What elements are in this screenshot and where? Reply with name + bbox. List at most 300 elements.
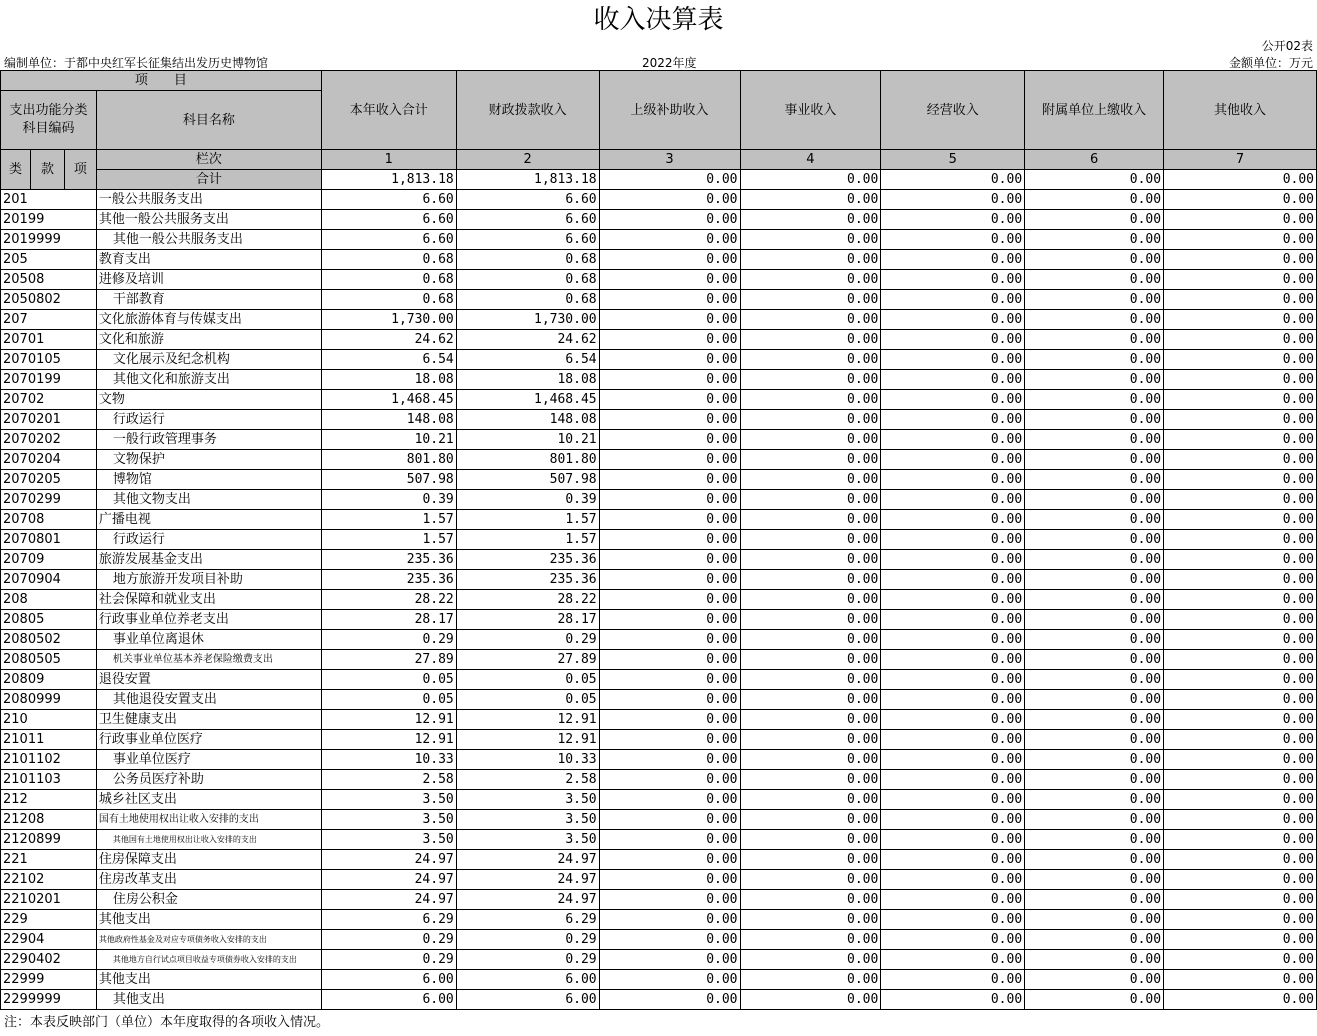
row-code: 20199 bbox=[1, 210, 97, 230]
table-row bbox=[1, 950, 1317, 970]
row-code: 2070199 bbox=[1, 370, 97, 390]
col-index: 4 bbox=[740, 150, 881, 170]
row-value: 0.00 bbox=[599, 410, 740, 430]
lei-header: 类 bbox=[1, 150, 31, 190]
row-code: 20702 bbox=[1, 390, 97, 410]
row-value: 6.54 bbox=[456, 350, 599, 370]
row-value: 0.00 bbox=[1025, 470, 1164, 490]
row-code: 22999 bbox=[1, 970, 97, 990]
row-value: 0.00 bbox=[599, 910, 740, 930]
row-value: 0.00 bbox=[881, 510, 1025, 530]
row-value: 0.00 bbox=[1025, 510, 1164, 530]
row-value: 0.00 bbox=[881, 830, 1025, 850]
row-subject-name: 住房保障支出 bbox=[96, 850, 321, 870]
table-row bbox=[1, 670, 1317, 690]
row-value: 0.00 bbox=[1164, 710, 1317, 730]
row-value: 27.89 bbox=[456, 650, 599, 670]
row-value: 0.00 bbox=[1164, 250, 1317, 270]
row-value: 3.50 bbox=[456, 810, 599, 830]
row-value: 0.00 bbox=[1025, 230, 1164, 250]
table-row bbox=[1, 970, 1317, 990]
table-row bbox=[1, 690, 1317, 710]
row-value: 0.00 bbox=[599, 950, 740, 970]
row-value: 0.00 bbox=[1025, 910, 1164, 930]
col-operating-header: 经营收入 bbox=[881, 71, 1025, 150]
row-code: 20805 bbox=[1, 610, 97, 630]
row-value: 0.00 bbox=[1025, 650, 1164, 670]
row-value: 0.00 bbox=[881, 890, 1025, 910]
row-code: 2299999 bbox=[1, 990, 97, 1010]
row-code: 2070105 bbox=[1, 350, 97, 370]
row-value: 12.91 bbox=[456, 710, 599, 730]
row-value: 0.00 bbox=[1025, 690, 1164, 710]
row-value: 0.00 bbox=[1025, 370, 1164, 390]
row-value: 0.00 bbox=[1025, 310, 1164, 330]
row-value: 0.00 bbox=[740, 330, 881, 350]
subject-name-header: 科目名称 bbox=[96, 91, 321, 150]
row-value: 0.00 bbox=[881, 530, 1025, 550]
row-value: 0.68 bbox=[321, 270, 456, 290]
total-cell: 0.00 bbox=[1025, 170, 1164, 190]
row-value: 0.00 bbox=[881, 290, 1025, 310]
row-value: 0.00 bbox=[1164, 630, 1317, 650]
row-value: 0.00 bbox=[1025, 450, 1164, 470]
row-value: 0.00 bbox=[1164, 890, 1317, 910]
row-subject-name: 进修及培训 bbox=[96, 270, 321, 290]
row-code: 2019999 bbox=[1, 230, 97, 250]
row-value: 0.00 bbox=[1164, 450, 1317, 470]
col-total-header: 本年收入合计 bbox=[321, 71, 456, 150]
row-code: 229 bbox=[1, 910, 97, 930]
row-value: 0.00 bbox=[1025, 190, 1164, 210]
row-value: 0.00 bbox=[599, 270, 740, 290]
row-value: 0.00 bbox=[1025, 590, 1164, 610]
row-value: 0.00 bbox=[740, 750, 881, 770]
row-value: 0.00 bbox=[599, 630, 740, 650]
row-value: 0.00 bbox=[1164, 930, 1317, 950]
row-code: 22904 bbox=[1, 930, 97, 950]
table-row bbox=[1, 310, 1317, 330]
row-value: 0.00 bbox=[599, 450, 740, 470]
row-value: 28.22 bbox=[456, 590, 599, 610]
table-row bbox=[1, 570, 1317, 590]
row-value: 0.00 bbox=[1025, 430, 1164, 450]
row-subject-name: 住房公积金 bbox=[96, 890, 321, 910]
row-value: 0.00 bbox=[599, 490, 740, 510]
row-value: 0.00 bbox=[881, 910, 1025, 930]
row-value: 0.29 bbox=[321, 950, 456, 970]
row-value: 507.98 bbox=[321, 470, 456, 490]
row-value: 0.00 bbox=[881, 490, 1025, 510]
row-value: 0.00 bbox=[740, 270, 881, 290]
row-value: 12.91 bbox=[321, 730, 456, 750]
row-subject-name: 地方旅游开发项目补助 bbox=[96, 570, 321, 590]
row-subject-name: 广播电视 bbox=[96, 510, 321, 530]
row-value: 18.08 bbox=[456, 370, 599, 390]
row-value: 6.00 bbox=[321, 970, 456, 990]
row-value: 24.97 bbox=[321, 890, 456, 910]
row-value: 0.00 bbox=[1025, 270, 1164, 290]
row-value: 0.00 bbox=[599, 970, 740, 990]
row-value: 3.50 bbox=[321, 830, 456, 850]
row-value: 6.00 bbox=[456, 970, 599, 990]
row-subject-name: 其他一般公共服务支出 bbox=[96, 210, 321, 230]
row-code: 212 bbox=[1, 790, 97, 810]
table-row bbox=[1, 850, 1317, 870]
table-row bbox=[1, 590, 1317, 610]
row-subject-name: 一般行政管理事务 bbox=[96, 430, 321, 450]
row-value: 0.00 bbox=[740, 570, 881, 590]
row-subject-name: 博物馆 bbox=[96, 470, 321, 490]
row-value: 0.00 bbox=[881, 570, 1025, 590]
row-value: 0.00 bbox=[599, 350, 740, 370]
table-row bbox=[1, 910, 1317, 930]
row-value: 0.00 bbox=[1025, 930, 1164, 950]
row-code: 2070201 bbox=[1, 410, 97, 430]
row-value: 0.00 bbox=[740, 250, 881, 270]
income-table bbox=[0, 70, 1317, 1010]
row-code: 210 bbox=[1, 710, 97, 730]
row-value: 3.50 bbox=[456, 830, 599, 850]
row-value: 0.00 bbox=[740, 710, 881, 730]
col-index: 6 bbox=[1025, 150, 1164, 170]
row-value: 0.00 bbox=[1025, 870, 1164, 890]
row-value: 0.00 bbox=[1164, 330, 1317, 350]
row-code: 2080502 bbox=[1, 630, 97, 650]
row-value: 0.00 bbox=[881, 870, 1025, 890]
row-code: 2290402 bbox=[1, 950, 97, 970]
row-value: 0.00 bbox=[1025, 670, 1164, 690]
row-value: 0.00 bbox=[881, 590, 1025, 610]
row-value: 0.00 bbox=[881, 610, 1025, 630]
table-row bbox=[1, 270, 1317, 290]
row-value: 0.00 bbox=[881, 650, 1025, 670]
row-value: 0.00 bbox=[881, 370, 1025, 390]
row-value: 0.00 bbox=[1025, 250, 1164, 270]
row-value: 24.62 bbox=[321, 330, 456, 350]
row-value: 0.00 bbox=[740, 610, 881, 630]
row-value: 0.00 bbox=[1025, 990, 1164, 1010]
row-value: 0.00 bbox=[599, 750, 740, 770]
row-value: 0.00 bbox=[740, 230, 881, 250]
row-value: 0.00 bbox=[1164, 990, 1317, 1010]
row-value: 0.00 bbox=[599, 370, 740, 390]
row-value: 0.00 bbox=[1025, 550, 1164, 570]
row-value: 0.00 bbox=[599, 930, 740, 950]
row-value: 0.00 bbox=[1025, 530, 1164, 550]
row-value: 0.00 bbox=[1164, 810, 1317, 830]
row-value: 0.00 bbox=[881, 430, 1025, 450]
row-value: 0.39 bbox=[321, 490, 456, 510]
row-value: 0.00 bbox=[1025, 610, 1164, 630]
table-row bbox=[1, 470, 1317, 490]
row-value: 0.00 bbox=[1025, 830, 1164, 850]
row-value: 0.00 bbox=[740, 510, 881, 530]
row-value: 10.33 bbox=[456, 750, 599, 770]
row-value: 0.00 bbox=[881, 190, 1025, 210]
row-value: 10.33 bbox=[321, 750, 456, 770]
row-value: 0.00 bbox=[1164, 670, 1317, 690]
item-header: 项 目 bbox=[1, 71, 322, 91]
row-value: 0.00 bbox=[599, 870, 740, 890]
row-value: 6.60 bbox=[456, 210, 599, 230]
table-row bbox=[1, 810, 1317, 830]
total-cell: 0.00 bbox=[740, 170, 881, 190]
table-row bbox=[1, 730, 1317, 750]
row-value: 0.00 bbox=[1164, 570, 1317, 590]
table-row bbox=[1, 750, 1317, 770]
row-value: 24.62 bbox=[456, 330, 599, 350]
row-value: 0.00 bbox=[1025, 570, 1164, 590]
row-value: 0.00 bbox=[740, 410, 881, 430]
row-code: 2070801 bbox=[1, 530, 97, 550]
row-value: 0.00 bbox=[599, 210, 740, 230]
row-subject-name: 其他地方自行试点项目收益专项债券收入安排的支出 bbox=[96, 950, 321, 970]
row-code: 20701 bbox=[1, 330, 97, 350]
row-value: 0.00 bbox=[599, 330, 740, 350]
row-value: 0.00 bbox=[599, 470, 740, 490]
table-row bbox=[1, 230, 1317, 250]
row-value: 0.00 bbox=[1164, 310, 1317, 330]
row-value: 0.00 bbox=[1164, 410, 1317, 430]
row-value: 3.50 bbox=[321, 790, 456, 810]
table-row bbox=[1, 350, 1317, 370]
col-other-header: 其他收入 bbox=[1164, 71, 1317, 150]
row-value: 0.00 bbox=[1164, 530, 1317, 550]
row-value: 0.00 bbox=[881, 230, 1025, 250]
kuan-header: 款 bbox=[30, 150, 64, 190]
row-code: 2101103 bbox=[1, 770, 97, 790]
row-code: 2070202 bbox=[1, 430, 97, 450]
row-value: 0.00 bbox=[599, 430, 740, 450]
row-code: 20708 bbox=[1, 510, 97, 530]
row-value: 0.00 bbox=[740, 210, 881, 230]
table-row bbox=[1, 790, 1317, 810]
row-value: 0.00 bbox=[1164, 390, 1317, 410]
table-row bbox=[1, 210, 1317, 230]
row-value: 10.21 bbox=[321, 430, 456, 450]
row-value: 0.00 bbox=[740, 770, 881, 790]
row-value: 6.29 bbox=[456, 910, 599, 930]
row-value: 6.60 bbox=[456, 190, 599, 210]
row-value: 0.00 bbox=[881, 810, 1025, 830]
row-value: 0.00 bbox=[599, 510, 740, 530]
row-value: 0.00 bbox=[1164, 790, 1317, 810]
row-value: 0.00 bbox=[599, 590, 740, 610]
row-value: 801.80 bbox=[321, 450, 456, 470]
row-value: 6.60 bbox=[321, 230, 456, 250]
row-value: 0.00 bbox=[599, 650, 740, 670]
row-subject-name: 社会保障和就业支出 bbox=[96, 590, 321, 610]
row-value: 0.00 bbox=[1164, 230, 1317, 250]
row-value: 0.00 bbox=[881, 970, 1025, 990]
row-value: 801.80 bbox=[456, 450, 599, 470]
row-subject-name: 其他国有土地使用权出让收入安排的支出 bbox=[96, 830, 321, 850]
row-value: 1.57 bbox=[456, 510, 599, 530]
table-row bbox=[1, 990, 1317, 1010]
row-value: 0.00 bbox=[599, 610, 740, 630]
table-row bbox=[1, 430, 1317, 450]
row-value: 0.00 bbox=[881, 470, 1025, 490]
row-value: 0.00 bbox=[1025, 730, 1164, 750]
row-value: 0.00 bbox=[599, 810, 740, 830]
row-value: 12.91 bbox=[321, 710, 456, 730]
row-value: 0.00 bbox=[1164, 850, 1317, 870]
row-value: 0.00 bbox=[599, 790, 740, 810]
table-row bbox=[1, 390, 1317, 410]
row-value: 235.36 bbox=[456, 570, 599, 590]
row-value: 0.00 bbox=[599, 550, 740, 570]
row-value: 507.98 bbox=[456, 470, 599, 490]
row-value: 0.00 bbox=[740, 990, 881, 1010]
row-value: 24.97 bbox=[321, 850, 456, 870]
table-row bbox=[1, 770, 1317, 790]
row-value: 0.00 bbox=[1164, 870, 1317, 890]
row-value: 0.00 bbox=[1025, 210, 1164, 230]
row-value: 235.36 bbox=[321, 550, 456, 570]
row-subject-name: 文化展示及纪念机构 bbox=[96, 350, 321, 370]
row-value: 148.08 bbox=[456, 410, 599, 430]
row-value: 0.05 bbox=[321, 690, 456, 710]
row-code: 221 bbox=[1, 850, 97, 870]
row-value: 0.00 bbox=[1164, 350, 1317, 370]
row-value: 0.00 bbox=[1025, 390, 1164, 410]
row-value: 0.00 bbox=[1025, 330, 1164, 350]
row-subject-name: 干部教育 bbox=[96, 290, 321, 310]
row-code: 22102 bbox=[1, 870, 97, 890]
row-value: 0.68 bbox=[456, 250, 599, 270]
row-value: 0.00 bbox=[881, 710, 1025, 730]
row-value: 0.00 bbox=[881, 330, 1025, 350]
table-row bbox=[1, 870, 1317, 890]
row-code: 21208 bbox=[1, 810, 97, 830]
row-value: 1,468.45 bbox=[456, 390, 599, 410]
total-cell: 0.00 bbox=[599, 170, 740, 190]
row-code: 21011 bbox=[1, 730, 97, 750]
row-value: 0.00 bbox=[881, 270, 1025, 290]
row-value: 0.00 bbox=[740, 350, 881, 370]
row-value: 0.05 bbox=[321, 670, 456, 690]
row-value: 0.00 bbox=[599, 830, 740, 850]
row-value: 0.00 bbox=[1164, 470, 1317, 490]
row-value: 148.08 bbox=[321, 410, 456, 430]
col-index: 7 bbox=[1164, 150, 1317, 170]
row-value: 28.17 bbox=[321, 610, 456, 630]
row-value: 0.00 bbox=[599, 290, 740, 310]
row-code: 2120899 bbox=[1, 830, 97, 850]
row-value: 28.22 bbox=[321, 590, 456, 610]
table-row bbox=[1, 550, 1317, 570]
table-row bbox=[1, 250, 1317, 270]
row-code: 205 bbox=[1, 250, 97, 270]
row-code: 2210201 bbox=[1, 890, 97, 910]
row-subject-name: 文物 bbox=[96, 390, 321, 410]
table-row bbox=[1, 710, 1317, 730]
row-value: 0.68 bbox=[456, 290, 599, 310]
row-value: 24.97 bbox=[456, 890, 599, 910]
row-value: 0.00 bbox=[1025, 810, 1164, 830]
row-value: 0.29 bbox=[456, 930, 599, 950]
row-value: 0.00 bbox=[1164, 370, 1317, 390]
money-unit: 金额单位：万元 bbox=[1228, 56, 1313, 70]
row-value: 0.00 bbox=[740, 950, 881, 970]
compiling-unit: 编制单位：于都中央红军长征集结出发历史博物馆 bbox=[4, 56, 269, 70]
row-value: 0.00 bbox=[740, 190, 881, 210]
row-value: 0.00 bbox=[881, 250, 1025, 270]
row-value: 0.00 bbox=[740, 850, 881, 870]
row-value: 10.21 bbox=[456, 430, 599, 450]
row-value: 0.00 bbox=[740, 430, 881, 450]
row-value: 0.00 bbox=[740, 830, 881, 850]
row-value: 3.50 bbox=[321, 810, 456, 830]
row-value: 0.00 bbox=[1164, 770, 1317, 790]
row-value: 0.00 bbox=[1025, 970, 1164, 990]
row-code: 208 bbox=[1, 590, 97, 610]
row-value: 0.00 bbox=[1025, 790, 1164, 810]
row-value: 24.97 bbox=[456, 850, 599, 870]
row-value: 0.00 bbox=[881, 410, 1025, 430]
table-row bbox=[1, 190, 1317, 210]
row-value: 6.60 bbox=[456, 230, 599, 250]
row-code: 20709 bbox=[1, 550, 97, 570]
xiang-header: 项 bbox=[64, 150, 96, 190]
row-value: 0.68 bbox=[321, 290, 456, 310]
row-subject-name: 其他支出 bbox=[96, 910, 321, 930]
row-subject-name: 国有土地使用权出让收入安排的支出 bbox=[96, 810, 321, 830]
row-value: 0.00 bbox=[1164, 750, 1317, 770]
row-value: 6.00 bbox=[456, 990, 599, 1010]
row-value: 2.58 bbox=[456, 770, 599, 790]
row-value: 0.00 bbox=[1164, 430, 1317, 450]
row-code: 2070904 bbox=[1, 570, 97, 590]
row-value: 0.00 bbox=[740, 550, 881, 570]
row-subject-name: 其他一般公共服务支出 bbox=[96, 230, 321, 250]
row-value: 0.00 bbox=[1025, 410, 1164, 430]
row-value: 1.57 bbox=[456, 530, 599, 550]
total-cell: 0.00 bbox=[881, 170, 1025, 190]
row-subject-name: 公务员医疗补助 bbox=[96, 770, 321, 790]
table-row bbox=[1, 510, 1317, 530]
row-value: 0.00 bbox=[599, 530, 740, 550]
row-subject-name: 事业单位离退休 bbox=[96, 630, 321, 650]
row-value: 0.00 bbox=[740, 310, 881, 330]
row-subject-name: 卫生健康支出 bbox=[96, 710, 321, 730]
row-value: 0.00 bbox=[1025, 850, 1164, 870]
row-subject-name: 其他支出 bbox=[96, 990, 321, 1010]
row-value: 0.29 bbox=[456, 630, 599, 650]
row-value: 0.00 bbox=[881, 750, 1025, 770]
row-value: 0.00 bbox=[1164, 490, 1317, 510]
row-value: 0.00 bbox=[740, 470, 881, 490]
row-value: 0.00 bbox=[599, 190, 740, 210]
col-business-header: 事业收入 bbox=[740, 71, 881, 150]
row-value: 0.00 bbox=[740, 790, 881, 810]
page-title: 收入决算表 bbox=[593, 5, 724, 35]
row-value: 0.00 bbox=[1025, 750, 1164, 770]
row-value: 0.00 bbox=[1164, 830, 1317, 850]
row-value: 1,730.00 bbox=[456, 310, 599, 330]
row-value: 0.00 bbox=[881, 930, 1025, 950]
table-row bbox=[1, 930, 1317, 950]
row-code: 2070204 bbox=[1, 450, 97, 470]
row-subject-name: 教育支出 bbox=[96, 250, 321, 270]
total-cell: 1,813.18 bbox=[456, 170, 599, 190]
footnote: 注：本表反映部门（单位）本年度取得的各项收入情况。 bbox=[4, 1015, 330, 1030]
row-value: 0.00 bbox=[881, 450, 1025, 470]
row-value: 0.00 bbox=[740, 590, 881, 610]
row-value: 0.00 bbox=[881, 850, 1025, 870]
row-subject-name: 旅游发展基金支出 bbox=[96, 550, 321, 570]
